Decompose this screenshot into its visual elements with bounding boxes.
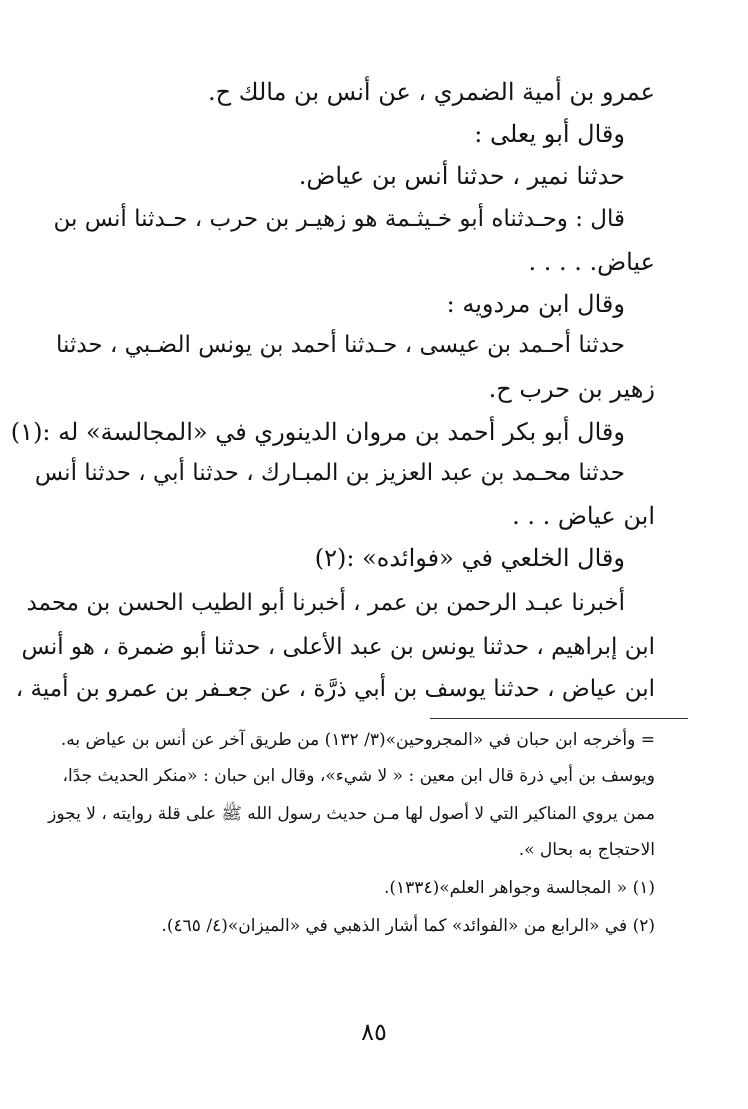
footnote-line-3: ممن يروي المناكير التي لا أصول لها مـن حديث رسول الله ﷺ على قلة روايته ، لا يجوز — [48, 804, 655, 824]
body-line-13: أخبرنا عبـد الرحمن بن عمر ، أخبرنا أبو الطيب الحسن بن محمد — [26, 590, 625, 616]
body-line-1: عمرو بن أمية الضمري ، عن أنس بن مالك ح. — [207, 78, 655, 106]
footnote-2: (٢) في «الرابع من «الفوائد» كما أشار الذهبي في «الميزان»(٤/ ٤٦٥). — [161, 916, 655, 936]
body-line-15: ابن عياض ، حدثنا يوسف بن أبي ذرَّة ، عن جعـفر بن عمرو بن أمية ، — [15, 676, 655, 702]
body-line-11: ابن عياض . . . — [512, 502, 655, 530]
body-line-12: وقال الخلعي في «فوائده» :(٢) — [314, 544, 625, 572]
body-line-9: وقال أبو بكر أحمد بن مروان الدينوري في «المجالسة» له :(١) — [10, 418, 625, 446]
page-number: ٨٥ — [361, 1018, 387, 1046]
body-line-14: ابن إبراهيم ، حدثنا يونس بن عبد الأعلى ، حدثنا أبو ضمرة ، هو أنس — [21, 634, 655, 660]
footnote-separator — [430, 718, 688, 719]
footnote-1: (١) « المجالسة وجواهر العلم»(١٣٣٤). — [384, 878, 655, 898]
body-line-4: قال : وحـدثناه أبو خـيثـمة هو زهيـر بن حرب ، حـدثنا أنس بن — [53, 206, 625, 232]
footnote-line-4: الاحتجاج به بحال ». — [518, 840, 655, 860]
body-line-6: وقال ابن مردويه : — [446, 290, 625, 318]
body-line-2: وقال أبو يعلى : — [474, 120, 625, 148]
footnote-line-2: ويوسف بن أبي ذرة قال ابن معين : « لا شيء»، وقال ابن حبان : «منكر الحديث جدًا، — [62, 766, 655, 786]
footnote-line-1: = وأخرجه ابن حبان في «المجروحين»(٣/ ١٣٢) من طريق آخر عن أنس بن عياض به. — [60, 730, 655, 750]
body-line-10: حدثنا محـمد بن عبد العزيز بن المبـارك ، حدثنا أبي ، حدثنا أنس — [34, 460, 625, 486]
body-line-5: عياض. . . . . — [528, 248, 655, 276]
body-line-3: حدثنا نمير ، حدثنا أنس بن عياض. — [298, 162, 625, 190]
body-line-8: زهير بن حرب ح. — [488, 375, 655, 403]
body-line-7: حدثنا أحـمد بن عيسى ، حـدثنا أحمد بن يونس الضـبي ، حدثنا — [56, 332, 625, 358]
